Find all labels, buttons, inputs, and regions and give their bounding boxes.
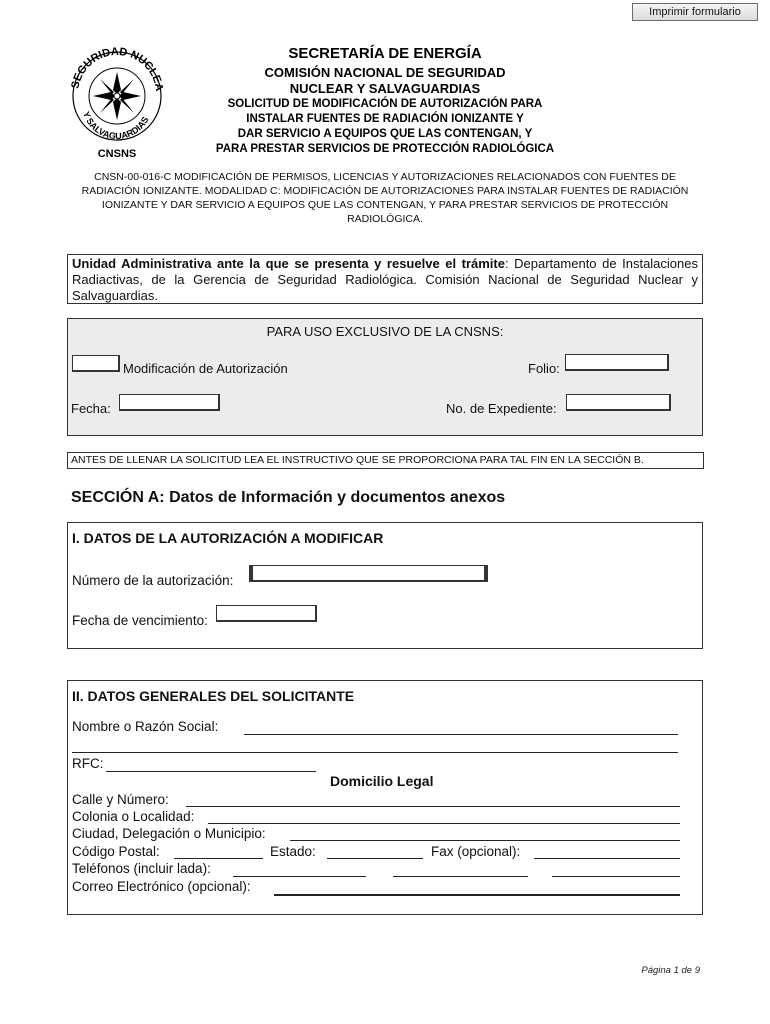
fax-label: Fax (opcional): [431,844,521,859]
correo-input[interactable] [274,894,680,896]
fax-input[interactable] [534,858,680,859]
numero-autorizacion-field[interactable] [249,565,488,582]
section-1-title: I. DATOS DE LA AUTORIZACIÓN A MODIFICAR [72,530,384,546]
telefonos-label: Teléfonos (incluir lada): [72,861,211,876]
request-title-line-3: DAR SERVICIO A EQUIPOS QUE LAS CONTENGAN, Y [237,128,533,140]
print-form-button[interactable]: Imprimir formulario [632,3,758,21]
fecha-label: Fecha: [71,401,111,416]
codigo-postal-label: Código Postal: [72,844,160,859]
nombre-input[interactable] [244,734,678,735]
correo-label: Correo Electrónico (opcional): [72,879,251,894]
commission-line-2: NUCLEAR Y SALVAGUARDIAS [289,81,481,96]
request-title-line-1: SOLICITUD DE MODIFICACIÓN DE AUTORIZACIÓN PARA [227,98,543,110]
estado-input[interactable] [327,858,423,859]
nombre-input-line-2[interactable] [72,752,678,753]
fecha-vencimiento-field[interactable] [216,605,317,622]
numero-autorizacion-label: Número de la autorización: [72,573,234,588]
page-title: SECRETARÍA DE ENERGÍA [288,45,482,62]
section-2-box [67,680,703,915]
calle-input[interactable] [186,806,680,807]
telefono-input-2[interactable] [393,876,528,877]
logo-acronym: CNSNS [97,148,137,160]
cnsns-use-box [67,318,703,436]
rfc-label: RFC: [72,756,104,771]
intro-text: CNSN-00-016-C MODIFICACIÓN DE PERMISOS, LICENCIAS Y AUTORIZACIONES RELACIONADOS CON FUENTES DE RADIACIÓN IONIZANTE. MODALIDAD C: MODIFICACIÓN DE AUTORIZACIONES PARA INSTALAR FUENTES DE RADIACIÓN IONIZANTE Y DAR SERVICIO A EQUIPOS QUE LAS CONTENGAN, Y PARA PRESTAR SERVICIOS DE PROTECCIÓN RADIOLÓGICA. [81,171,689,225]
rfc-input[interactable] [106,771,316,772]
telefono-input-1[interactable] [233,876,366,877]
estado-label: Estado: [270,844,316,859]
nombre-label: Nombre o Razón Social: [72,719,219,734]
unidad-label: Unidad Administrativa ante la que se presenta y resuelve el trámite [72,256,505,271]
instructions-notice: ANTES DE LLENAR LA SOLICITUD LEA EL INSTRUCTIVO QUE SE PROPORCIONA PARA TAL FIN EN LA SECCIÓN B. [67,452,704,469]
unidad-administrativa-box [67,254,703,304]
expediente-label: No. de Expediente: [446,401,557,416]
domicilio-legal-heading: Domicilio Legal [330,773,434,789]
folio-field[interactable] [565,354,669,371]
svg-text:Y SALVAGUARDIAS: Y SALVAGUARDIAS [81,110,151,142]
fecha-field[interactable] [119,394,220,411]
cnsns-box-title: PARA USO EXCLUSIVO DE LA CNSNS: [266,324,504,339]
modificacion-label: Modificación de Autorización [123,361,288,376]
expediente-field[interactable] [566,394,671,411]
fecha-vencimiento-label: Fecha de vencimiento: [72,613,208,628]
section-a-title: SECCIÓN A: Datos de Información y documentos anexos [71,489,506,506]
colonia-label: Colonia o Localidad: [72,809,195,824]
folio-label: Folio: [528,361,560,376]
section-2-title: II. DATOS GENERALES DEL SOLICITANTE [72,688,355,704]
codigo-postal-input[interactable] [174,858,263,859]
ciudad-label: Ciudad, Delegación o Municipio: [72,826,266,841]
calle-label: Calle y Número: [72,792,169,807]
telefono-input-3[interactable] [552,876,680,877]
section-1-box [67,522,703,649]
ciudad-input[interactable] [290,840,680,841]
colonia-input[interactable] [208,823,680,824]
request-title-line-4: PARA PRESTAR SERVICIOS DE PROTECCIÓN RADIOLÓGICA [215,143,555,155]
request-title-line-2: INSTALAR FUENTES DE RADIACIÓN IONIZANTE Y [246,113,524,125]
modificacion-checkbox[interactable] [72,355,120,372]
commission-line-1: COMISIÓN NACIONAL DE SEGURIDAD [264,65,506,80]
svg-text:SEGURIDAD NUCLEAR: SEGURIDAD NUCLEA [69,46,166,93]
page-number: Página 1 de 9 [641,965,700,976]
unidad-text: : Departamento de Instalaciones Radiactivas, de la Gerencia de Seguridad Radiológica. Comisión Nacional de Seguridad Nuclear y Salvaguardias. [72,256,698,303]
